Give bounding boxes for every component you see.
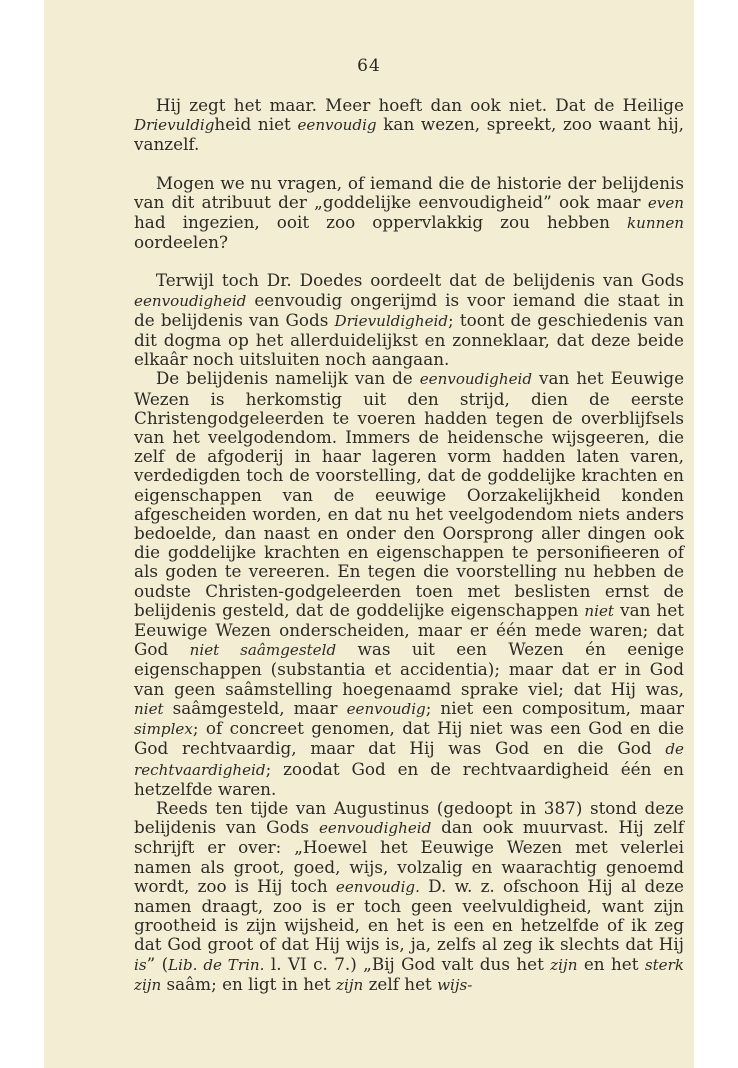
emphasis-run: eenvoudig.: [335, 877, 420, 896]
text-run: Mogen we nu vragen, of iemand die de historie der belijdenis van dit atribuut der „goddelijke eenvoudigheid” ook maar: [134, 172, 684, 212]
body-text: [134, 96, 684, 995]
paragraph-4: [134, 369, 684, 798]
emphasis-run: eenvoudigheid: [318, 819, 432, 838]
page-number: 64: [357, 56, 381, 76]
emphasis-run: wijs-: [437, 975, 473, 994]
emphasis-run: simplex: [134, 720, 193, 739]
paragraph-3: [134, 271, 684, 369]
text-run: en het: [577, 953, 645, 974]
book-page: [44, 0, 694, 1068]
text-run: heid niet: [214, 114, 298, 135]
text-run: l. VI c. 7.) „Bij God valt dus het: [264, 953, 551, 974]
emphasis-run: Drievuldigheid: [334, 311, 449, 330]
emphasis-run: niet saâmgesteld: [189, 641, 337, 660]
text-run: ; niet een compositum, maar: [425, 697, 684, 718]
text-run: oordeelen?: [134, 232, 228, 253]
text-run: De belijdenis namelijk van de: [155, 368, 420, 389]
emphasis-run: de rechtvaardigheid: [134, 740, 684, 779]
text-run: D. w. z. ofschoon Hij al deze namen draagt, zoo is er toch geen veelvuldigheid, want zijn grootheid is zijn wijsheid, en het is een en hetzelfde of ik zeg dat God groot of dat Hij wijs is, ja, zelfs al zeg ik slechts dat Hij: [134, 875, 684, 955]
text-run: ; toont de geschiedenis van dit dogma op het allerduidelijkst en zonneklaar, dat deze beide elkaâr noch uitsluiten noch aangaan.: [134, 309, 684, 370]
emphasis-run: Lib. de Trin.: [168, 955, 265, 974]
paragraph-1: [134, 96, 684, 155]
emphasis-run: eenvoudig: [346, 699, 426, 718]
text-run: ” (: [146, 953, 169, 974]
text-run: saâmgesteld, maar: [163, 697, 347, 718]
emphasis-run: eenvoudig: [297, 116, 377, 135]
emphasis-run: niet: [584, 601, 614, 620]
text-run: Terwijl toch Dr. Doedes oordeelt dat de belijdenis van Gods: [155, 270, 684, 291]
text-run: van het Eeuwige Wezen onderscheiden, maar er één mede waren; dat God: [134, 599, 684, 660]
emphasis-run: is: [134, 955, 147, 974]
text-run: Hij zegt het maar. Meer hoeft dan ook niet. Dat de Heilige: [155, 95, 684, 115]
emphasis-run: kunnen: [626, 214, 684, 233]
emphasis-run: zijn: [336, 975, 364, 994]
text-run: eenvoudig ongerijmd is voor iemand die staat in de belijdenis van Gods: [134, 289, 684, 330]
text-run: was uit een Wezen én eenige eigenschappen (substantia et accidentia); maar dat er in God van geen saâmstelling hoegenaamd sprake viel; dat Hij was,: [134, 639, 684, 699]
paragraph-2: [134, 174, 684, 253]
text-run: zelf het: [363, 973, 438, 994]
emphasis-run: Drievuldig: [134, 116, 215, 135]
text-run: ; of concreet genomen, dat Hij niet was een God en die God rechtvaardig, maar dat Hij was God en die God: [134, 718, 684, 759]
text-run: Reeds ten tijde van Augustinus (gedoopt in 387) stond deze belijdenis van Gods: [134, 797, 684, 838]
emphasis-run: zijn: [550, 955, 578, 974]
emphasis-run: eenvoudigheid: [134, 291, 247, 310]
emphasis-run: sterk zijn: [134, 955, 684, 994]
emphasis-run: eenvoudigheid: [419, 370, 533, 389]
text-run: kan wezen, spreekt, zoo waant hij, vanzelf.: [134, 114, 684, 155]
text-run: van het Eeuwige Wezen is herkomstig uit den strijd, dien de eerste Christengodgeleerden te voeren hadden tegen de overblijfsels van het veelgodendom. Immers de heidensche wijsgeeren, die zelf de afgoderij in haar lageren vorm hadden laten varen, verdedigden toch de voorstelling, dat de goddelijke krachten en eigenschappen van de eeuwige Oorzakelijkheid konden afgescheiden worden, en dat nu het veelgodendom niets anders bedoelde, dan naast en onder den Oorsprong aller dingen ook die goddelijke krachten en eigenschappen te personifieeren of als goden te vereeren. En tegen die voorstelling nu hebben de oudste Christen-godgeleerden toen met beslisten ernst de belijdenis gesteld, dat de goddelijke eigenschappen: [134, 368, 684, 620]
text-run: saâm; en ligt in het: [161, 973, 337, 994]
text-run: had ingezien, ooit zoo oppervlakkig zou hebben: [134, 212, 627, 233]
paragraph-5: [134, 799, 684, 995]
text-run: ; zoodat God en de rechtvaardigheid één en hetzelfde waren.: [134, 758, 684, 799]
emphasis-run: even: [647, 193, 684, 212]
emphasis-run: niet: [134, 699, 164, 718]
text-run: dan ook muurvast. Hij zelf schrijft er over: „Hoewel het Eeuwige Wezen met velerlei namen als groot, goed, wijs, volzalig en waarachtig genoemd wordt, zoo is Hij toch: [134, 817, 684, 896]
